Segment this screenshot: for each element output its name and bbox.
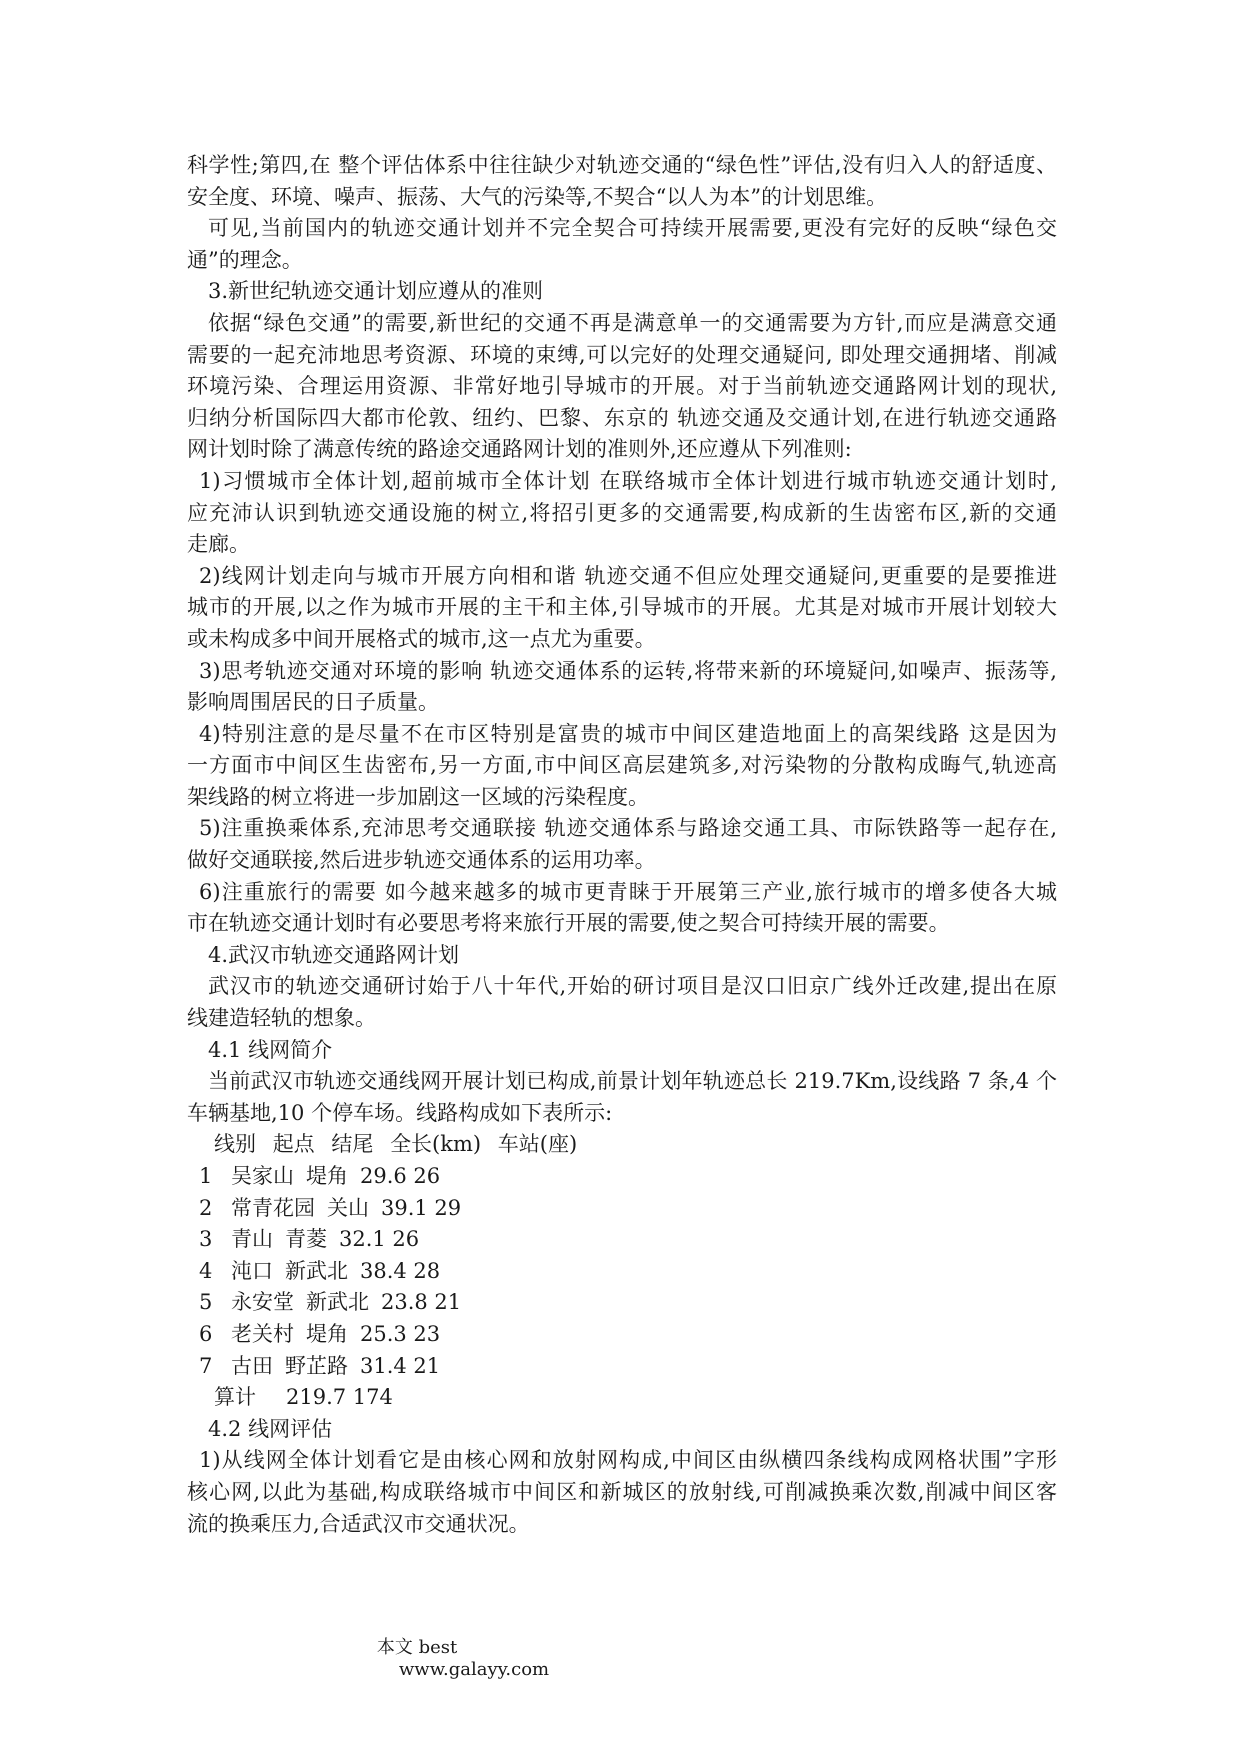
start-station: 永安堂 bbox=[231, 1290, 294, 1315]
paragraph-line: 或未构成多中间开展格式的城市,这一点尤为重要。 bbox=[187, 626, 656, 651]
section-heading: 4.武汉市轨迹交通路网计划 bbox=[208, 942, 460, 967]
paragraph-line: 线建造轻轨的想象。 bbox=[187, 1006, 376, 1031]
paragraph-line: 安全度、环境、噪声、振荡、大气的污染等,不契合“以人为本”的计划思维。 bbox=[187, 184, 888, 209]
table-row bbox=[187, 1256, 1057, 1288]
paragraph-line: 影响周围居民的日子质量。 bbox=[187, 690, 439, 715]
paragraph-line: 武汉市的轨迹交通研讨始于八十年代,开始的研讨项目是汉口旧京广线外迁改建,提出在原 bbox=[208, 974, 1057, 999]
paragraph-line: 环境污染、合理运用资源、非常好地引导城市的开展。对于当前轨迹交通路网计划的现状, bbox=[187, 374, 1057, 399]
paragraph-line: 城市的开展,以之作为城市开展的主干和主体,引导城市的开展。尤其是对城市开展计划较大 bbox=[187, 595, 1057, 620]
paragraph-line: 当前武汉市轨迹交通线网开展计划已构成,前景计划年轨迹总长 219.7Km,设线路 7 条,4 个 bbox=[208, 1069, 1057, 1094]
line-number: 2 bbox=[199, 1195, 213, 1220]
table-header-cell: 车站(座) bbox=[497, 1132, 578, 1157]
table-total-row bbox=[187, 1382, 1057, 1414]
footer-label: 本文 best bbox=[376, 1637, 458, 1658]
length-stations: 38.4 28 bbox=[360, 1258, 441, 1283]
table-row bbox=[187, 1351, 1057, 1383]
paragraph-line: 应充沛认识到轨迹交通设施的树立,将招引更多的交通需要,构成新的生齿密布区,新的交通 bbox=[187, 500, 1057, 525]
list-item: 2)线网计划走向与城市开展方向相和谐 轨迹交通不但应处理交通疑问,更重要的是要推进 bbox=[199, 563, 1057, 588]
start-station: 老关村 bbox=[231, 1321, 294, 1346]
paragraph-line: 做好交通联接,然后进步轨迹交通体系的运用功率。 bbox=[187, 848, 656, 873]
paragraph-line: 需要的一起充沛地思考资源、环境的束缚,可以完好的处理交通疑问, 即处理交通拥堵、削减 bbox=[187, 342, 1057, 367]
line-number: 7 bbox=[199, 1353, 213, 1378]
list-item: 4)特别注意的是尽量不在市区特别是富贵的城市中间区建造地面上的高架线路 这是因为 bbox=[199, 721, 1057, 746]
section-heading: 4.1 线网简介 bbox=[208, 1037, 333, 1062]
table-row bbox=[187, 1319, 1057, 1351]
paragraph-line: 市在轨迹交通计划时有必要思考将来旅行开展的需要,使之契合可持续开展的需要。 bbox=[187, 911, 950, 936]
table-header bbox=[187, 1129, 1057, 1161]
paragraph-line: 走廊。 bbox=[187, 532, 250, 557]
page-footer bbox=[354, 1612, 549, 1701]
start-station: 古田 bbox=[231, 1353, 273, 1378]
start-station: 吴家山 bbox=[231, 1164, 294, 1188]
paragraph-line: 归纳分析国际四大都市伦敦、纽约、巴黎、东京的 轨迹交通及交通计划,在进行轨迹交通路 bbox=[187, 405, 1057, 430]
start-station: 青山 bbox=[231, 1227, 273, 1252]
table-row bbox=[187, 1224, 1057, 1256]
end-station: 野芷路 bbox=[285, 1353, 348, 1378]
table-header-cell: 结尾 bbox=[331, 1132, 374, 1157]
length-stations: 32.1 26 bbox=[339, 1227, 420, 1252]
line-number: 5 bbox=[199, 1290, 213, 1315]
list-item: 1)从线网全体计划看它是由核心网和放射网构成,中间区由纵横四条线构成网格状围”字形 bbox=[199, 1448, 1057, 1473]
paragraph-line: 依据“绿色交通”的需要,新世纪的交通不再是满意单一的交通需要为方针,而应是满意交通 bbox=[208, 310, 1057, 335]
end-station: 堤角 bbox=[306, 1164, 348, 1188]
end-station: 青菱 bbox=[285, 1227, 327, 1252]
list-item: 3)思考轨迹交通对环境的影响 轨迹交通体系的运转,将带来新的环境疑问,如噪声、振荡等, bbox=[199, 658, 1057, 683]
end-station: 关山 bbox=[327, 1195, 369, 1220]
length-stations: 29.6 26 bbox=[360, 1164, 441, 1188]
footer-url: www.galayy.com bbox=[398, 1659, 550, 1680]
paragraph-line: 一方面市中间区生齿密布,另一方面,市中间区高层建筑多,对污染物的分散构成晦气,轨迹高 bbox=[187, 753, 1057, 778]
line-number: 4 bbox=[199, 1258, 213, 1283]
line-number: 1 bbox=[199, 1164, 213, 1188]
paragraph-line: 核心网,以此为基础,构成联络城市中间区和新城区的放射线,可削减换乘次数,削减中间区客 bbox=[187, 1479, 1057, 1504]
start-station: 常青花园 bbox=[231, 1195, 315, 1220]
paragraph-line: 架线路的树立将进一步加剧这一区域的污染程度。 bbox=[187, 784, 649, 809]
line-number: 3 bbox=[199, 1227, 213, 1252]
end-station: 堤角 bbox=[306, 1321, 348, 1346]
length-stations: 25.3 23 bbox=[360, 1321, 441, 1346]
list-item: 1)习惯城市全体计划,超前城市全体计划 在联络城市全体计划进行城市轨迹交通计划时, bbox=[199, 468, 1057, 493]
length-stations: 23.8 21 bbox=[381, 1290, 462, 1315]
table-row bbox=[187, 1193, 1057, 1225]
document-body bbox=[187, 150, 1057, 1540]
paragraph-line: 车辆基地,10 个停车场。线路构成如下表所示: bbox=[187, 1100, 613, 1125]
table-header-cell: 全长(km) bbox=[390, 1132, 482, 1157]
paragraph-line: 可见,当前国内的轨迹交通计划并不完全契合可持续开展需要,更没有完好的反映“绿色交 bbox=[208, 216, 1057, 241]
paragraph-line: 通”的理念。 bbox=[187, 247, 303, 272]
paragraph-line: 科学性;第四,在 整个评估体系中往往缺少对轨迹交通的“绿色性”评估,没有归入人的舒适度、 bbox=[187, 153, 1057, 177]
table-header-cell: 起点 bbox=[272, 1132, 315, 1157]
section-heading: 4.2 线网评估 bbox=[208, 1416, 333, 1441]
end-station: 新武北 bbox=[285, 1258, 348, 1283]
total-label: 算计 bbox=[214, 1385, 256, 1410]
list-item: 5)注重换乘体系,充沛思考交通联接 轨迹交通体系与路途交通工具、市际铁路等一起存在, bbox=[199, 816, 1057, 841]
length-stations: 31.4 21 bbox=[360, 1353, 441, 1378]
table-row bbox=[187, 1287, 1057, 1319]
paragraph-line: 流的换乘压力,合适武汉市交通状况。 bbox=[187, 1511, 530, 1536]
end-station: 新武北 bbox=[306, 1290, 369, 1315]
list-item: 6)注重旅行的需要 如今越来越多的城市更青睐于开展第三产业,旅行城市的增多使各大城 bbox=[199, 879, 1057, 904]
start-station: 沌口 bbox=[231, 1258, 273, 1283]
total-values: 219.7 174 bbox=[286, 1385, 393, 1410]
table-header-cell: 线别 bbox=[214, 1132, 256, 1157]
section-heading: 3.新世纪轨迹交通计划应遵从的准则 bbox=[208, 279, 544, 304]
paragraph-line: 网计划时除了满意传统的路途交通路网计划的准则外,还应遵从下列准则: bbox=[187, 437, 852, 462]
line-number: 6 bbox=[199, 1321, 213, 1346]
length-stations: 39.1 29 bbox=[381, 1195, 462, 1220]
table-row bbox=[187, 1161, 1057, 1193]
